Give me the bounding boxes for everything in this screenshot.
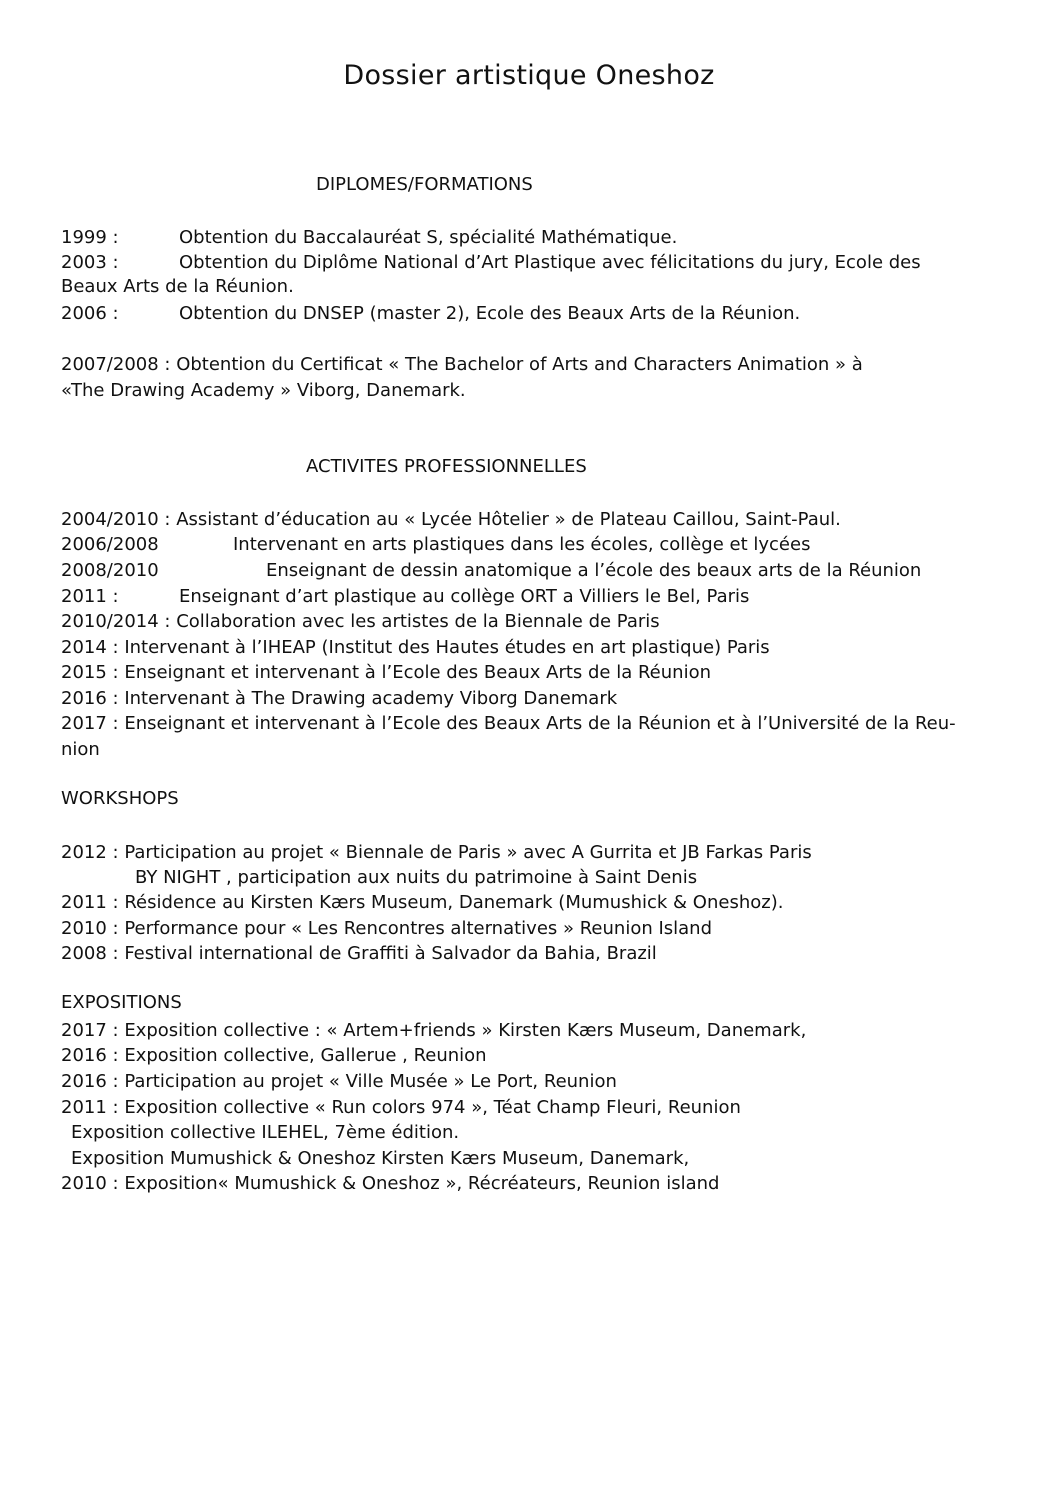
workshop-entry: 2012 : Participation au projet « Biennale de Paris » avec A Gurrita et JB Farkas Paris [61,842,812,863]
entry-text: Enseignant de dessin anatomique a l’école des beaux arts de la Réunion [266,560,922,581]
exposition-entry: 2010 : Exposition« Mumushick & Oneshoz », Récréateurs, Reunion island [61,1173,720,1194]
workshop-entry: 2010 : Performance pour « Les Rencontres alternatives » Reunion Island [61,918,713,939]
section-heading-diplomes: DIPLOMES/FORMATIONS [316,174,533,195]
activite-entry: 2015 : Enseignant et intervenant à l’Ecole des Beaux Arts de la Réunion [61,662,711,683]
diplome-entry-continuation: Beaux Arts de la Réunion. [61,276,294,297]
section-heading-activites: ACTIVITES PROFESSIONNELLES [306,456,587,477]
entry-date: 2006 : [61,303,119,324]
entry-date: 2011 : [61,586,119,607]
entry-date: 2003 : [61,252,119,273]
activite-entry [61,584,749,609]
activite-entry [61,532,810,557]
workshop-entry-continuation: BY NIGHT , participation aux nuits du patrimoine à Saint Denis [135,867,698,888]
section-heading-expositions: EXPOSITIONS [61,992,182,1013]
workshop-entry: 2008 : Festival international de Graffiti à Salvador da Bahia, Brazil [61,943,657,964]
diplome-entry [61,301,800,326]
section-heading-workshops: WORKSHOPS [61,788,179,809]
entry-text: Obtention du Baccalauréat S, spécialité Mathématique. [179,227,678,248]
diplome-entry: 2007/2008 : Obtention du Certificat « The Bachelor of Arts and Characters Animation » à [61,354,863,375]
workshop-entry: 2011 : Résidence au Kirsten Kærs Museum, Danemark (Mumushick & Oneshoz). [61,892,784,913]
entry-date: 2008/2010 [61,560,159,581]
exposition-entry: 2017 : Exposition collective : « Artem+friends » Kirsten Kærs Museum, Danemark, [61,1020,807,1041]
diplome-entry [61,250,921,275]
entry-text: Obtention du DNSEP (master 2), Ecole des Beaux Arts de la Réunion. [179,303,801,324]
activite-entry: 2017 : Enseignant et intervenant à l’Ecole des Beaux Arts de la Réunion et à l’Université de la Reu- [61,713,956,734]
entry-text: Enseignant d’art plastique au collège ORT a Villiers le Bel, Paris [179,586,750,607]
exposition-entry: 2016 : Exposition collective, Gallerue , Reunion [61,1045,487,1066]
page-title: Dossier artistique Oneshoz [343,60,715,91]
activite-entry: 2016 : Intervenant à The Drawing academy Viborg Danemark [61,688,618,709]
entry-text: Obtention du Diplôme National d’Art Plastique avec félicitations du jury, Ecole des [179,252,921,273]
diplome-entry [61,225,677,250]
activite-entry: 2014 : Intervenant à l’IHEAP (Institut des Hautes études en art plastique) Paris [61,637,770,658]
entry-text: Intervenant en arts plastiques dans les écoles, collège et lycées [233,534,811,555]
diplome-entry-continuation: «The Drawing Academy » Viborg, Danemark. [61,380,466,401]
exposition-entry: 2016 : Participation au projet « Ville Musée » Le Port, Reunion [61,1071,617,1092]
activite-entry: 2004/2010 : Assistant d’éducation au « Lycée Hôtelier » de Plateau Caillou, Saint-Paul. [61,509,841,530]
exposition-entry-continuation: Exposition collective ILEHEL, 7ème édition. [71,1122,460,1143]
exposition-entry: 2011 : Exposition collective « Run colors 974 », Téat Champ Fleuri, Reunion [61,1097,741,1118]
activite-entry-continuation: nion [61,739,100,760]
exposition-entry-continuation: Exposition Mumushick & Oneshoz Kirsten Kærs Museum, Danemark, [71,1148,690,1169]
entry-date: 2006/2008 [61,534,159,555]
activite-entry: 2010/2014 : Collaboration avec les artistes de la Biennale de Paris [61,611,660,632]
entry-date: 1999 : [61,227,119,248]
activite-entry [61,558,921,583]
